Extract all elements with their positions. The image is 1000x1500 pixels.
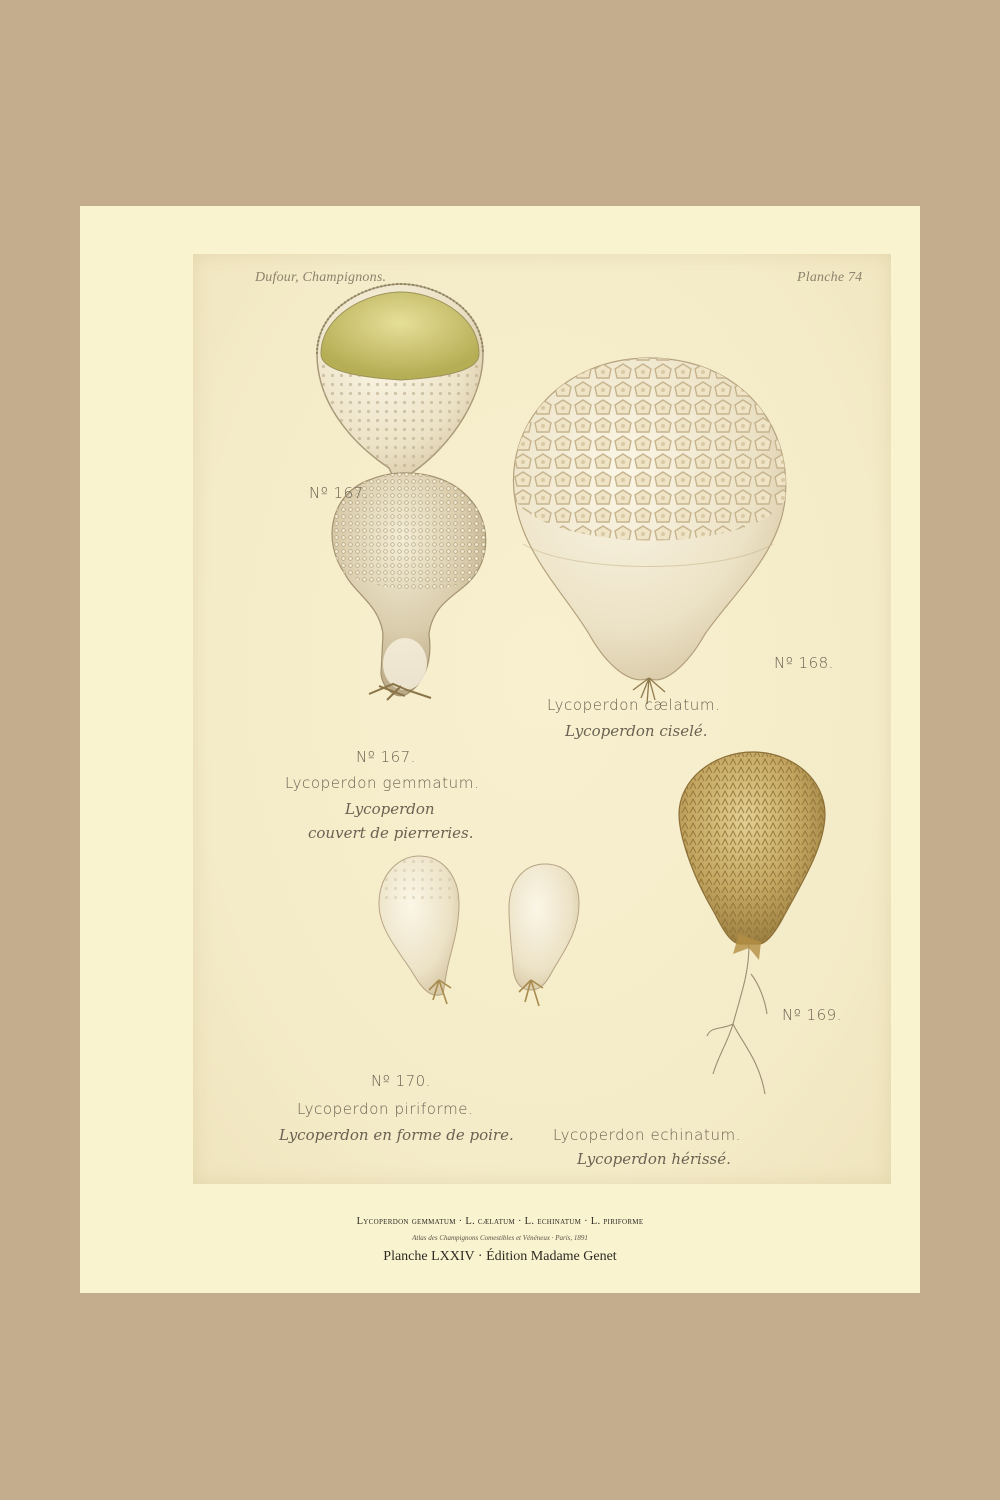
- figure-167-french-line-1: Lycoperdon: [345, 800, 435, 818]
- caption-plate-edition: Planche LXXIV · Édition Madame Genet: [383, 1249, 617, 1264]
- figure-167-gemmatum: [332, 473, 486, 700]
- botanical-plate: [193, 254, 891, 1184]
- figure-168-caelatum: [513, 358, 785, 704]
- figure-169-latin-name: Lycoperdon echinatum.: [553, 1126, 742, 1144]
- figure-170-latin-name: Lycoperdon piriforme.: [297, 1100, 474, 1118]
- figure-170-piriforme-left: [379, 856, 459, 1004]
- mushroom-illustrations: [193, 254, 891, 1184]
- figure-170-piriforme-right: [509, 864, 579, 1006]
- figure-167-french-line-2: couvert de pierreries.: [308, 824, 474, 842]
- figure-170-french-name: Lycoperdon en forme de poire.: [279, 1126, 514, 1144]
- figure-170-number: Nº 170.: [371, 1072, 431, 1090]
- figure-168-number: Nº 168.: [774, 654, 834, 672]
- figure-167-latin-name: Lycoperdon gemmatum.: [285, 774, 480, 792]
- figure-167-number: Nº 167.: [356, 748, 416, 766]
- print-sheet: [80, 206, 920, 1293]
- figure-168-french-name: Lycoperdon ciselé.: [565, 722, 708, 740]
- plate-header-number: Planche 74: [797, 270, 863, 285]
- figure-168-latin-name: Lycoperdon cælatum.: [547, 696, 721, 714]
- figure-169-number: Nº 169.: [782, 1006, 842, 1024]
- figure-169-echinatum: [679, 752, 825, 1094]
- figure-167-section: [317, 284, 483, 480]
- figure-167-section-number: Nº 167.: [309, 484, 369, 502]
- caption-source: Atlas des Champignons Comestibles et Vénéneux · Paris, 1891: [412, 1234, 588, 1242]
- caption-species-list: Lycoperdon gemmatum · L. cælatum · L. echinatum · L. piriforme: [356, 1216, 644, 1227]
- figure-169-french-name: Lycoperdon hérissé.: [577, 1150, 731, 1168]
- plate-header-author: Dufour, Champignons.: [255, 270, 387, 285]
